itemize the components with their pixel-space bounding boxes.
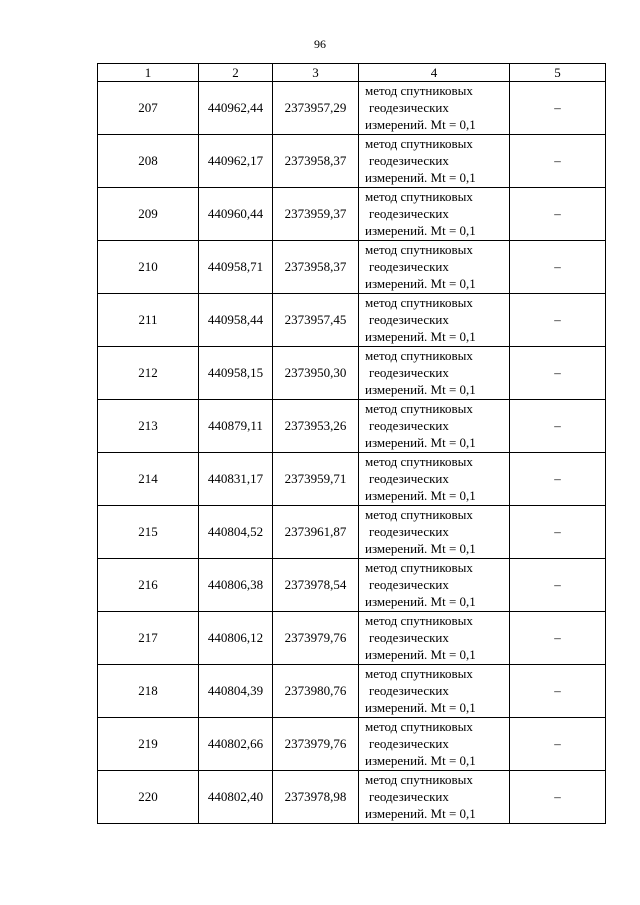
note-dash: – [510,135,606,188]
point-number: 214 [98,453,199,506]
point-number: 211 [98,294,199,347]
point-number: 207 [98,82,199,135]
table-row [98,347,606,400]
table-body [98,82,606,824]
table-row [98,453,606,506]
method-line: метод спутниковых [365,719,473,734]
method-line: геодезических [369,683,449,698]
note-dash: – [510,453,606,506]
point-number: 208 [98,135,199,188]
method-line: измерений. Mt = 0,1 [365,117,476,132]
method-line: геодезических [369,418,449,433]
note-dash: – [510,188,606,241]
table-row [98,718,606,771]
method-line: метод спутниковых [365,560,473,575]
method-line: метод спутниковых [365,136,473,151]
method-line: метод спутниковых [365,83,473,98]
table-row [98,294,606,347]
note-dash: – [510,559,606,612]
table-row [98,559,606,612]
coordinate-x: 440806,38 [199,559,273,612]
point-number: 213 [98,400,199,453]
method-line: геодезических [369,312,449,327]
table-row [98,665,606,718]
point-number: 209 [98,188,199,241]
coordinate-x: 440960,44 [199,188,273,241]
method-line: геодезических [369,471,449,486]
method-line: геодезических [369,524,449,539]
method-cell [359,188,510,241]
table-header-row [98,64,606,82]
method-line: измерений. Mt = 0,1 [365,700,476,715]
method-line: метод спутниковых [365,772,473,787]
coordinate-x: 440958,15 [199,347,273,400]
coordinate-y: 2373950,30 [273,347,359,400]
point-number: 215 [98,506,199,559]
table-row [98,771,606,824]
coordinate-y: 2373961,87 [273,506,359,559]
table-row [98,188,606,241]
table-row [98,506,606,559]
coordinate-y: 2373957,29 [273,82,359,135]
coordinate-x: 440879,11 [199,400,273,453]
header-col-1: 1 [98,64,199,82]
coordinate-x: 440962,44 [199,82,273,135]
method-line: метод спутниковых [365,189,473,204]
note-dash: – [510,612,606,665]
method-line: измерений. Mt = 0,1 [365,170,476,185]
table-row [98,135,606,188]
method-line: метод спутниковых [365,401,473,416]
point-number: 217 [98,612,199,665]
header-col-4: 4 [359,64,510,82]
method-line: измерений. Mt = 0,1 [365,276,476,291]
method-line: метод спутниковых [365,613,473,628]
method-line: геодезических [369,259,449,274]
method-line: метод спутниковых [365,666,473,681]
coordinate-x: 440804,52 [199,506,273,559]
method-line: измерений. Mt = 0,1 [365,488,476,503]
method-cell [359,400,510,453]
page-number: 96 [314,37,326,51]
note-dash: – [510,347,606,400]
coordinate-y: 2373958,37 [273,241,359,294]
header-col-3: 3 [273,64,359,82]
method-cell [359,82,510,135]
header-col-5: 5 [510,64,606,82]
coordinate-y: 2373959,71 [273,453,359,506]
note-dash: – [510,82,606,135]
method-line: измерений. Mt = 0,1 [365,329,476,344]
method-cell [359,771,510,824]
method-line: измерений. Mt = 0,1 [365,806,476,821]
method-line: измерений. Mt = 0,1 [365,435,476,450]
coordinate-y: 2373978,98 [273,771,359,824]
method-line: измерений. Mt = 0,1 [365,647,476,662]
method-line: геодезических [369,736,449,751]
method-line: метод спутниковых [365,454,473,469]
note-dash: – [510,506,606,559]
method-line: геодезических [369,577,449,592]
coordinate-y: 2373957,45 [273,294,359,347]
note-dash: – [510,718,606,771]
coordinate-y: 2373980,76 [273,665,359,718]
method-line: метод спутниковых [365,507,473,522]
coordinate-x: 440804,39 [199,665,273,718]
point-number: 218 [98,665,199,718]
method-cell [359,665,510,718]
coordinate-x: 440802,40 [199,771,273,824]
method-line: геодезических [369,630,449,645]
point-number: 220 [98,771,199,824]
coordinate-x: 440831,17 [199,453,273,506]
method-cell [359,135,510,188]
coordinate-y: 2373978,54 [273,559,359,612]
header-col-2: 2 [199,64,273,82]
method-cell [359,347,510,400]
table-row [98,612,606,665]
method-line: геодезических [369,206,449,221]
method-cell [359,718,510,771]
coordinate-x: 440962,17 [199,135,273,188]
note-dash: – [510,241,606,294]
method-line: измерений. Mt = 0,1 [365,594,476,609]
method-line: измерений. Mt = 0,1 [365,223,476,238]
point-number: 210 [98,241,199,294]
method-cell [359,559,510,612]
method-line: метод спутниковых [365,295,473,310]
method-cell [359,506,510,559]
note-dash: – [510,771,606,824]
method-line: геодезических [369,153,449,168]
method-cell [359,453,510,506]
coordinate-y: 2373958,37 [273,135,359,188]
note-dash: – [510,665,606,718]
method-cell [359,241,510,294]
method-line: геодезических [369,100,449,115]
note-dash: – [510,294,606,347]
method-cell [359,612,510,665]
coordinate-x: 440958,44 [199,294,273,347]
coordinate-x: 440802,66 [199,718,273,771]
method-line: измерений. Mt = 0,1 [365,382,476,397]
coordinate-y: 2373979,76 [273,612,359,665]
coordinate-x: 440958,71 [199,241,273,294]
point-number: 219 [98,718,199,771]
coordinate-y: 2373959,37 [273,188,359,241]
table-row [98,241,606,294]
method-line: геодезических [369,365,449,380]
table-row [98,400,606,453]
coordinates-table [97,63,606,824]
coordinate-y: 2373953,26 [273,400,359,453]
method-line: измерений. Mt = 0,1 [365,541,476,556]
method-cell [359,294,510,347]
point-number: 212 [98,347,199,400]
method-line: метод спутниковых [365,348,473,363]
coordinate-y: 2373979,76 [273,718,359,771]
note-dash: – [510,400,606,453]
table-row [98,82,606,135]
method-line: геодезических [369,789,449,804]
method-line: метод спутниковых [365,242,473,257]
method-line: измерений. Mt = 0,1 [365,753,476,768]
point-number: 216 [98,559,199,612]
coordinate-x: 440806,12 [199,612,273,665]
